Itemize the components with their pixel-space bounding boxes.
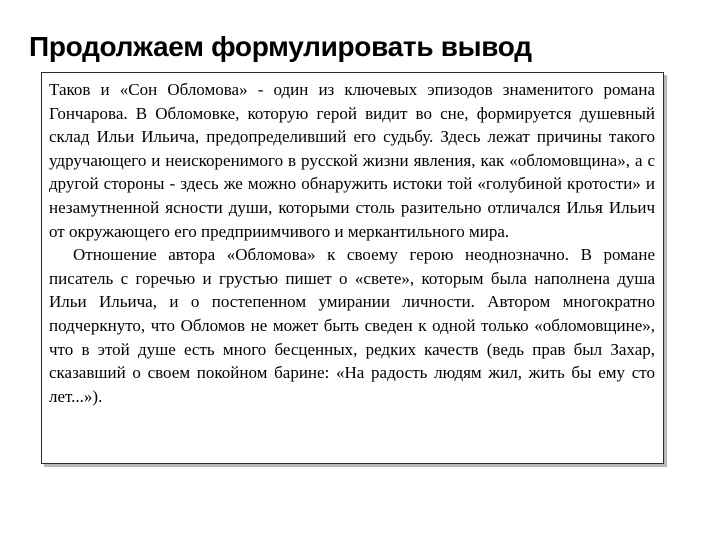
slide-title: Продолжаем формулировать вывод [29, 31, 532, 62]
paragraph-1: Таков и «Сон Обломова» - один из ключевых эпизодов знаменитого романа Гончарова. В Обломовке, которую герой видит во сне, формируется душевный склад Ильи Ильича, предопределивший его судьбу. Здесь лежат причины такого удручающего и неискоренимого в русской жизни явления, как «обломовщина», а с другой стороны - здесь же можно обнаружить истоки той «голубиной кротости» и незамутненной ясности души, которыми столь разительно отличался Илья Ильич от окружающего его предприимчивого и меркантильного мира. [49, 80, 655, 241]
paragraph-2: Отношение автора «Обломова» к своему герою неоднозначно. В романе писатель с горечью и грустью пишет о «свете», которым была наполнена душа Ильи Ильича, и о постепенном умирании личности. Автором многократно подчеркнуто, что Обломов не может быть сведен к одной только «обломовщине», что в этой душе есть много бесценных, редких качеств (ведь прав был Захар, сказавший о своем покойном барине: «На радость людям жил, жить бы ему сто лет...»). [49, 245, 655, 406]
text-box [41, 72, 664, 464]
